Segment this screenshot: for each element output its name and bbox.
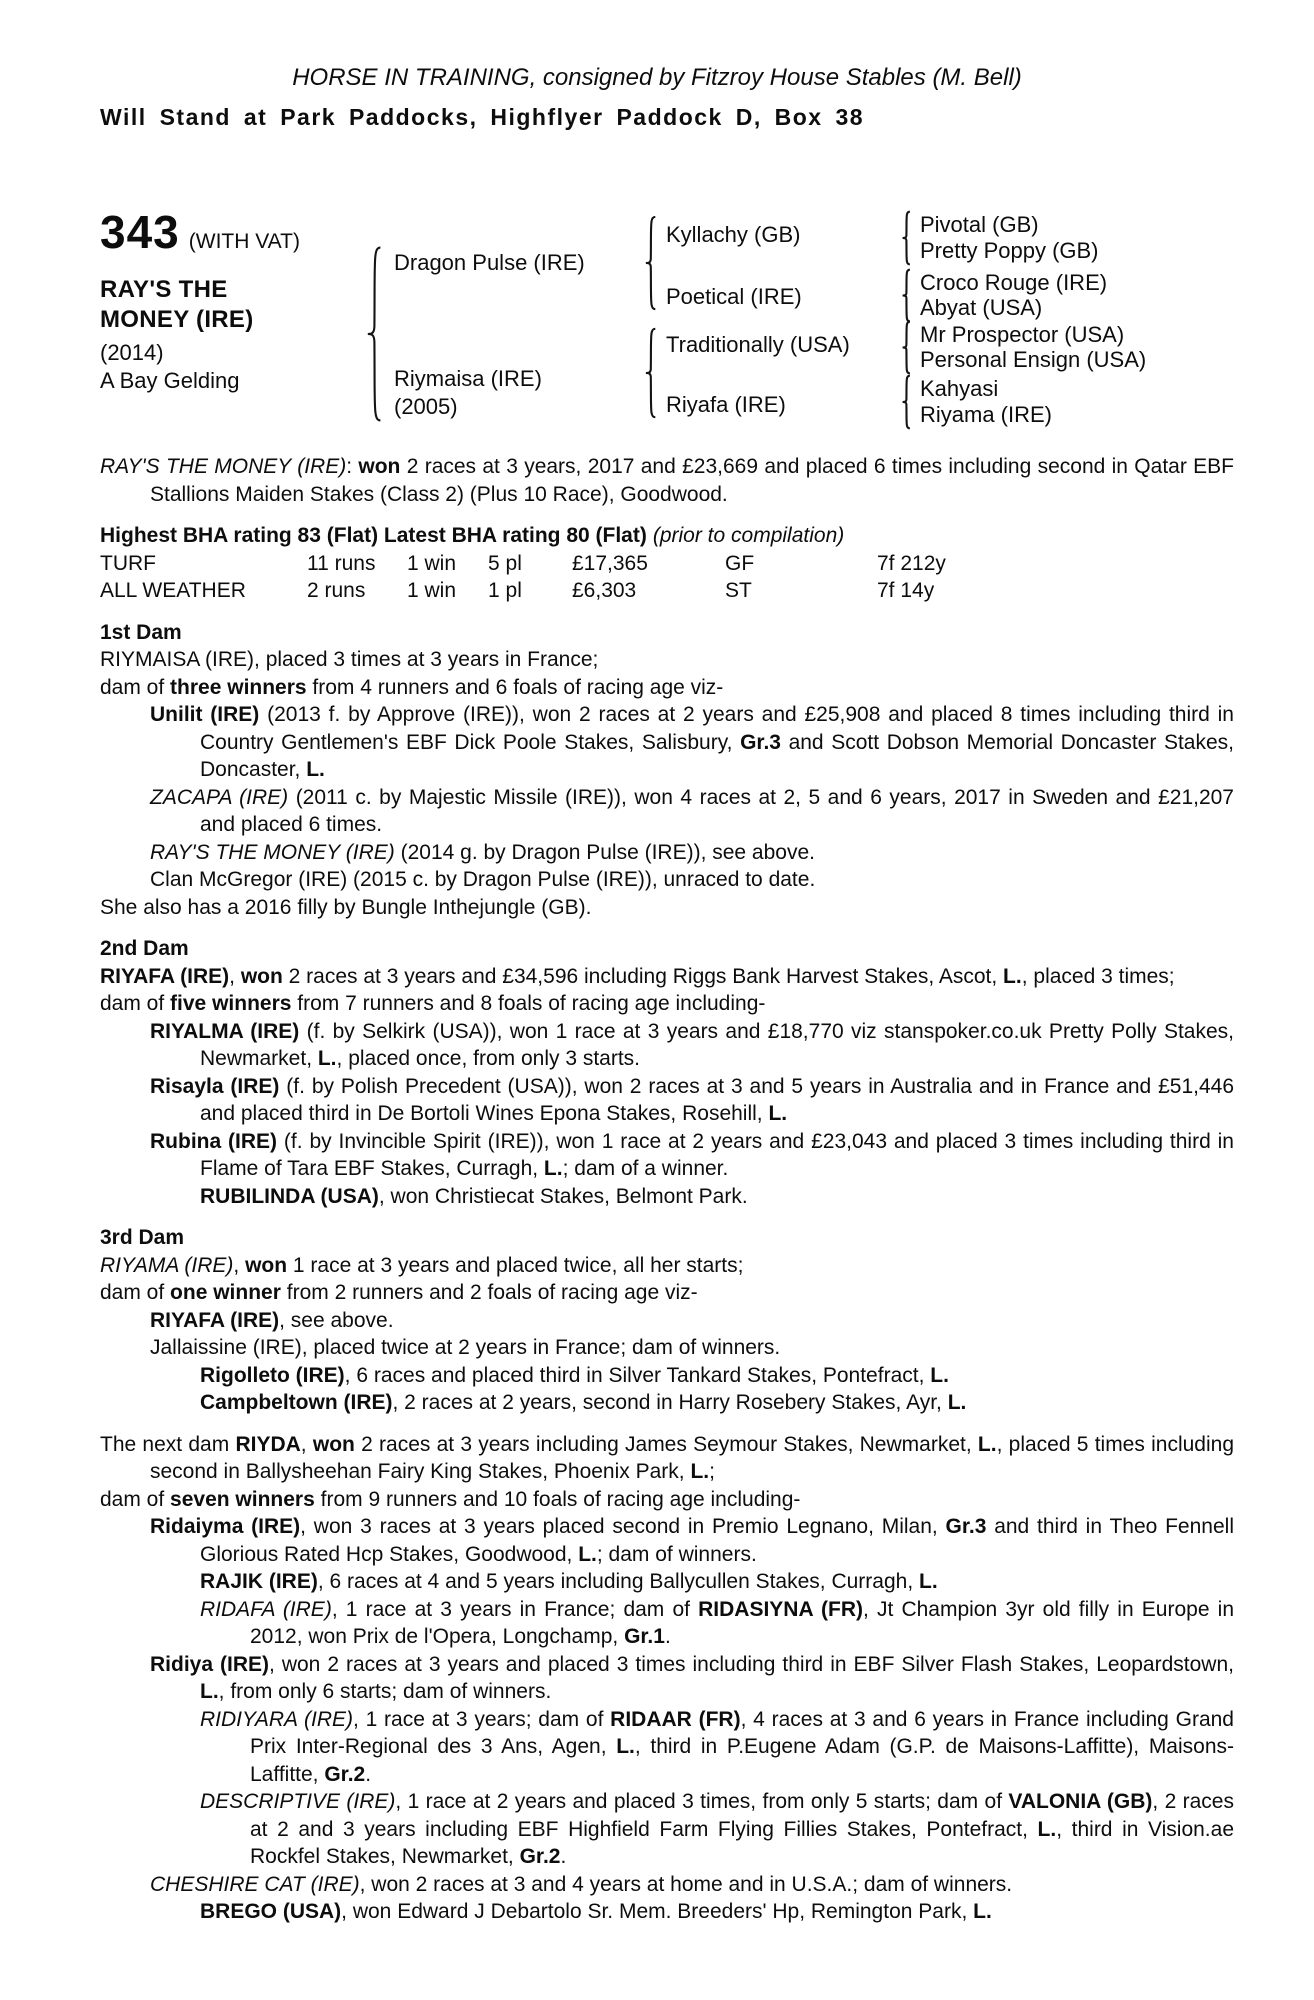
bha-heading-italic: (prior to compilation) — [652, 524, 845, 547]
stats-row-turf — [100, 550, 1234, 578]
bha-rating-block — [100, 522, 1234, 605]
paragraph: RIDAFA (IRE), 1 race at 3 years in France; dam of RIDASIYNA (FR), Jt Champion 3yr old filly in Europe in 2012, won Prix de l'Opera, Longchamp, Gr.1. — [200, 1597, 1234, 1648]
paragraph: dam of three winners from 4 runners and 6 foals of racing age viz- — [100, 675, 724, 699]
great-grandparent-name: Croco Rouge (IRE) — [920, 270, 1108, 295]
pedigree-brace-icon — [360, 242, 384, 426]
page-title: HORSE IN TRAINING, consigned by Fitzroy House Stables (M. Bell) — [292, 64, 1022, 91]
paragraph: dam of five winners from 7 runners and 8 foals of racing age including- — [100, 992, 766, 1015]
paragraph: RIYAFA (IRE), won 2 races at 3 years and £34,596 including Riggs Bank Harvest Stakes, Ascot, L., placed 3 times; — [100, 964, 1175, 988]
pedigree-brace-icon — [898, 320, 912, 375]
paragraph: Rigolleto (IRE), 6 races and placed third in Silver Tankard Stakes, Pontefract, L. — [200, 1363, 949, 1387]
paragraph: RIYAMA (IRE), won 1 race at 3 years and placed twice, all her starts; — [100, 1253, 744, 1277]
great-grandparent-name: Personal Ensign (USA) — [920, 347, 1147, 372]
horse-description: A Bay Gelding — [100, 368, 240, 393]
stats-wins: 1 win — [407, 551, 457, 575]
great-grandparent-name: Mr Prospector (USA) — [920, 322, 1125, 347]
section-paragraphs — [100, 1431, 1234, 1926]
section-3rd-dam — [100, 1224, 1234, 1417]
pedigree-brace-icon — [898, 268, 912, 323]
bha-heading — [100, 522, 1234, 550]
stats-row-all-weather — [100, 577, 1234, 605]
pedigree-brace-icon — [640, 326, 658, 420]
great-grandparent-name: Pretty Poppy (GB) — [920, 238, 1099, 263]
lot-number: 343 — [100, 206, 180, 258]
paragraph: ZACAPA (IRE) (2011 c. by Majestic Missile (IRE)), won 4 races at 2, 5 and 6 years, 2017 in Sweden and £21,207 and placed 6 times. — [150, 785, 1234, 836]
stats-wins: 1 win — [407, 579, 457, 602]
paragraph: dam of seven winners from 9 runners and 10 foals of racing age including- — [100, 1487, 801, 1511]
pedigree-brace-icon — [898, 374, 912, 430]
paragraph: Unilit (IRE) (2013 f. by Approve (IRE)), won 2 races at 2 years and £25,908 and placed 8 times including third in Country Gentlemen's EBF Dick Poole Stakes, Salisbury, Gr.3 and Scott Dobson Memorial Doncaster Stakes, Doncaster, L. — [150, 703, 1234, 781]
paragraph: RAY'S THE MONEY (IRE) (2014 g. by Dragon Pulse (IRE)), see above. — [150, 840, 815, 864]
section-1st-dam — [100, 619, 1234, 922]
stats-distance: 7f 14y — [877, 579, 935, 602]
stats-earnings: £17,365 — [572, 551, 648, 575]
paragraph: Risayla (IRE) (f. by Polish Precedent (USA)), won 2 races at 3 and 5 years in Australia and in France and £51,446 and placed third in De Bortoli Wines Epona Stakes, Rosehill, L. — [150, 1074, 1234, 1125]
paragraph: CHESHIRE CAT (IRE), won 2 races at 3 and 4 years at home and in U.S.A.; dam of winners. — [150, 1872, 1013, 1896]
vat-note: (WITH VAT) — [188, 230, 300, 253]
horse-name-line2: MONEY (IRE) — [100, 306, 254, 333]
stats-runs: 2 runs — [307, 579, 366, 602]
great-grandparent-name: Pivotal (GB) — [920, 212, 1039, 237]
paragraph: RIYMAISA (IRE), placed 3 times at 3 years in France; — [100, 648, 599, 671]
great-grandparent-name: Kahyasi — [920, 376, 999, 401]
paragraph: BREGO (USA), won Edward J Debartolo Sr. Mem. Breeders' Hp, Remington Park, L. — [200, 1900, 992, 1923]
horse-name-line1: RAY'S THE — [100, 276, 228, 303]
race-record — [100, 453, 1234, 508]
dam-name: Riymaisa (IRE) — [394, 366, 542, 391]
pedigree-brace-icon — [898, 210, 912, 266]
stats-going: ST — [725, 579, 752, 602]
lot-line — [100, 205, 300, 259]
stats-runs: 11 runs — [307, 551, 376, 575]
bha-heading-bold: Highest BHA rating 83 (Flat) Latest BHA rating 80 (Flat) — [100, 524, 647, 547]
stats-going: GF — [725, 551, 755, 575]
paragraph: Rubina (IRE) (f. by Invincible Spirit (IRE)), won 1 race at 2 years and £23,043 and placed 3 times including third in Flame of Tara EBF Stakes, Curragh, L.; dam of a winner. — [150, 1129, 1234, 1180]
section-paragraphs — [100, 1252, 1234, 1417]
paragraph: dam of one winner from 2 runners and 2 foals of racing age viz- — [100, 1281, 698, 1304]
foaling-year: (2014) — [100, 340, 164, 365]
grandparent-name: Poetical (IRE) — [666, 284, 802, 309]
paragraph: DESCRIPTIVE (IRE), 1 race at 2 years and placed 3 times, from only 5 starts; dam of VALONIA (GB), 2 races at 2 and 3 years including EBF Highfield Farm Flying Fillies Stakes, Pontefract, L., third in Vision.ae Rockfel Stakes, Newmarket, Gr.2. — [200, 1790, 1235, 1868]
catalog-text — [100, 453, 1234, 1926]
paragraph: RAJIK (IRE), 6 races at 4 and 5 years including Ballycullen Stakes, Curragh, L. — [200, 1570, 938, 1593]
paragraph: The next dam RIYDA, won 2 races at 3 years including James Seymour Stakes, Newmarket, L., placed 5 times including second in Ballysheehan Fairy King Stakes, Phoenix Park, L.; — [100, 1432, 1234, 1483]
section-heading: 3rd Dam — [100, 1226, 185, 1249]
paragraph: She also has a 2016 filly by Bungle Inthejungle (GB). — [100, 895, 592, 919]
grandparent-name: Kyllachy (GB) — [666, 222, 801, 247]
paragraph: RIYALMA (IRE) (f. by Selkirk (USA)), won 1 race at 3 years and £18,770 viz stanspoker.co.uk Pretty Polly Stakes, Newmarket, L., placed once, from only 3 starts. — [150, 1019, 1235, 1070]
section-paragraphs — [100, 963, 1234, 1211]
paragraph: RUBILINDA (USA), won Christiecat Stakes, Belmont Park. — [200, 1184, 748, 1208]
section-heading: 1st Dam — [100, 620, 182, 644]
pedigree-block — [0, 0, 1314, 450]
stats-distance: 7f 212y — [877, 551, 946, 575]
stats-places: 1 pl — [488, 579, 522, 602]
stats-places: 5 pl — [488, 551, 522, 575]
paragraph: Campbeltown (IRE), 2 races at 2 years, second in Harry Rosebery Stakes, Ayr, L. — [200, 1391, 967, 1414]
paragraph: RIYAFA (IRE), see above. — [150, 1308, 394, 1332]
grandparent-name: Riyafa (IRE) — [666, 392, 786, 417]
great-grandparent-name: Riyama (IRE) — [920, 402, 1053, 427]
sire-name: Dragon Pulse (IRE) — [394, 250, 585, 275]
stats-surface: TURF — [100, 551, 156, 575]
pedigree-brace-icon — [640, 214, 658, 312]
paragraph: Jallaissine (IRE), placed twice at 2 years in France; dam of winners. — [150, 1336, 781, 1359]
section-paragraphs — [100, 646, 1234, 921]
paragraph: Ridiya (IRE), won 2 races at 3 years and placed 3 times including third in EBF Silver Flash Stakes, Leopardstown, L., from only 6 starts; dam of winners. — [150, 1652, 1234, 1703]
stand-location: Will Stand at Park Paddocks, Highflyer Paddock D, Box 38 — [100, 104, 865, 130]
section-heading: 2nd Dam — [100, 937, 189, 960]
dam-year: (2005) — [394, 394, 458, 419]
great-grandparent-name: Abyat (USA) — [920, 295, 1043, 320]
paragraph: RIDIYARA (IRE), 1 race at 3 years; dam of RIDAAR (FR), 4 races at 3 and 6 years in France including Grand Prix Inter-Regional des 3 Ans, Agen, L., third in P.Eugene Adam (G.P. de Maisons-Laffitte), Maisons-Laffitte, Gr.2. — [200, 1707, 1235, 1786]
section-next-dam — [100, 1431, 1234, 1926]
section-2nd-dam — [100, 935, 1234, 1210]
paragraph: Clan McGregor (IRE) (2015 c. by Dragon Pulse (IRE)), unraced to date. — [150, 868, 816, 891]
paragraph: Ridaiyma (IRE), won 3 races at 3 years placed second in Premio Legnano, Milan, Gr.3 and third in Theo Fennell Glorious Rated Hcp Stakes, Goodwood, L.; dam of winners. — [150, 1515, 1234, 1566]
paragraph: RAY'S THE MONEY (IRE): won 2 races at 3 years, 2017 and £23,669 and placed 6 times including second in Qatar EBF Stallions Maiden Stakes (Class 2) (Plus 10 Race), Goodwood. — [100, 455, 1234, 506]
stats-surface: ALL WEATHER — [100, 579, 246, 602]
grandparent-name: Traditionally (USA) — [666, 332, 850, 357]
stats-earnings: £6,303 — [572, 579, 637, 602]
